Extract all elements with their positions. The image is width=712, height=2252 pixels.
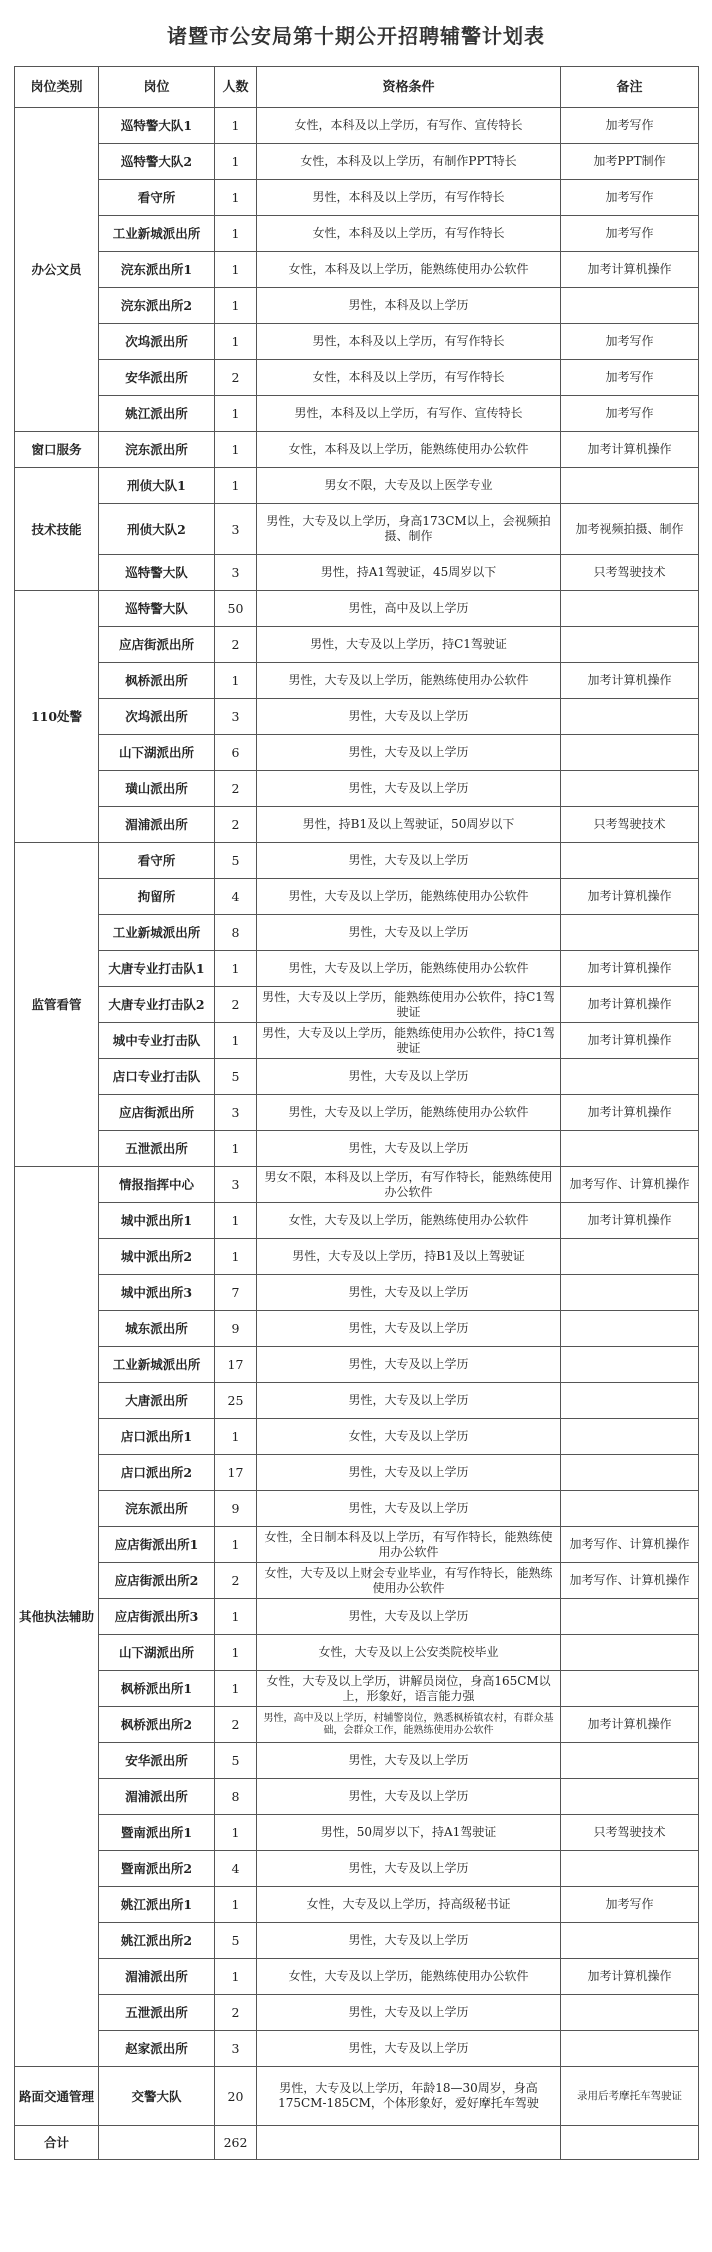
notes-cell: 加考写作 <box>561 1887 699 1923</box>
notes-cell: 加考计算机操作 <box>561 663 699 699</box>
notes-cell <box>561 1311 699 1347</box>
notes-cell: 加考计算机操作 <box>561 879 699 915</box>
table-row <box>15 396 699 432</box>
count-cell: 1 <box>215 288 257 324</box>
notes-cell <box>561 1743 699 1779</box>
notes-cell <box>561 1923 699 1959</box>
post-cell: 巡特警大队2 <box>99 144 215 180</box>
notes-cell: 只考驾驶技术 <box>561 555 699 591</box>
count-cell: 5 <box>215 1743 257 1779</box>
post-cell: 次坞派出所 <box>99 699 215 735</box>
notes-cell <box>561 288 699 324</box>
requirements-cell: 男性，大专及以上学历 <box>257 1311 561 1347</box>
requirements-cell: 男性，大专及以上学历，能熟练使用办公软件，持C1驾驶证 <box>257 987 561 1023</box>
header-category: 岗位类别 <box>15 67 99 108</box>
table-row <box>15 1563 699 1599</box>
notes-cell: 加考计算机操作 <box>561 1095 699 1131</box>
requirements-cell: 男性，大专及以上学历 <box>257 1347 561 1383</box>
count-cell: 50 <box>215 591 257 627</box>
count-cell: 3 <box>215 2031 257 2067</box>
requirements-cell: 女性，大专及以上财会专业毕业，有写作特长，能熟练使用办公软件 <box>257 1563 561 1599</box>
count-cell: 1 <box>215 1671 257 1707</box>
requirements-cell: 男性，50周岁以下，持A1驾驶证 <box>257 1815 561 1851</box>
count-cell: 1 <box>215 1887 257 1923</box>
count-cell: 2 <box>215 1995 257 2031</box>
notes-cell <box>561 1779 699 1815</box>
requirements-cell: 男性，大专及以上学历，持B1及以上驾驶证 <box>257 1239 561 1275</box>
count-cell: 1 <box>215 1527 257 1563</box>
post-cell: 五泄派出所 <box>99 1131 215 1167</box>
requirements-cell: 女性，全日制本科及以上学历，有写作特长，能熟练使用办公软件 <box>257 1527 561 1563</box>
table-row <box>15 1023 699 1059</box>
notes-cell: 加考视频拍摄、制作 <box>561 504 699 555</box>
count-cell: 3 <box>215 699 257 735</box>
notes-cell: 只考驾驶技术 <box>561 1815 699 1851</box>
count-cell: 1 <box>215 468 257 504</box>
requirements-cell: 男性，大专及以上学历 <box>257 1455 561 1491</box>
post-cell: 枫桥派出所 <box>99 663 215 699</box>
header-requirements: 资格条件 <box>257 67 561 108</box>
notes-cell: 加考计算机操作 <box>561 432 699 468</box>
table-row <box>15 1239 699 1275</box>
table-row <box>15 1599 699 1635</box>
count-cell: 9 <box>215 1311 257 1347</box>
notes-cell <box>561 1419 699 1455</box>
requirements-cell: 男性，持B1及以上驾驶证，50周岁以下 <box>257 807 561 843</box>
post-cell: 城中派出所2 <box>99 1239 215 1275</box>
requirements-cell: 男女不限，大专及以上医学专业 <box>257 468 561 504</box>
count-cell: 3 <box>215 1095 257 1131</box>
count-cell: 1 <box>215 1419 257 1455</box>
count-cell: 1 <box>215 1815 257 1851</box>
total-row <box>15 2126 699 2160</box>
post-cell: 巡特警大队 <box>99 591 215 627</box>
post-cell: 情报指挥中心 <box>99 1167 215 1203</box>
table-row <box>15 1851 699 1887</box>
notes-cell <box>561 468 699 504</box>
post-cell: 姚江派出所 <box>99 396 215 432</box>
post-cell: 工业新城派出所 <box>99 915 215 951</box>
requirements-cell: 女性，本科及以上学历，能熟练使用办公软件 <box>257 432 561 468</box>
total-count: 262 <box>215 2126 257 2160</box>
table-row <box>15 1347 699 1383</box>
post-cell: 山下湖派出所 <box>99 735 215 771</box>
category-cell: 办公文员 <box>15 108 99 432</box>
requirements-cell: 男性，大专及以上学历 <box>257 1491 561 1527</box>
table-row <box>15 915 699 951</box>
count-cell: 1 <box>215 324 257 360</box>
notes-cell: 加考计算机操作 <box>561 987 699 1023</box>
notes-cell <box>561 1059 699 1095</box>
notes-cell: 加考写作、计算机操作 <box>561 1527 699 1563</box>
count-cell: 1 <box>215 396 257 432</box>
count-cell: 17 <box>215 1455 257 1491</box>
table-row <box>15 216 699 252</box>
table-row <box>15 1059 699 1095</box>
header-notes: 备注 <box>561 67 699 108</box>
post-cell: 大唐专业打击队1 <box>99 951 215 987</box>
notes-cell: 加考写作 <box>561 216 699 252</box>
count-cell: 1 <box>215 1023 257 1059</box>
post-cell: 浣东派出所2 <box>99 288 215 324</box>
post-cell: 应店街派出所1 <box>99 1527 215 1563</box>
table-row <box>15 1743 699 1779</box>
table-row <box>15 627 699 663</box>
notes-cell: 加考PPT制作 <box>561 144 699 180</box>
requirements-cell: 男性，大专及以上学历，年龄18—30周岁，身高175CM-185CM，个体形象好，爱好摩托车驾驶 <box>257 2067 561 2126</box>
requirements-cell: 男性，大专及以上学历 <box>257 1851 561 1887</box>
count-cell: 1 <box>215 108 257 144</box>
post-cell: 浣东派出所 <box>99 432 215 468</box>
page-title: 诸暨市公安局第十期公开招聘辅警计划表 <box>167 24 545 48</box>
category-cell: 技术技能 <box>15 468 99 591</box>
count-cell: 1 <box>215 1959 257 1995</box>
category-cell: 路面交通管理 <box>15 2067 99 2126</box>
notes-cell <box>561 771 699 807</box>
notes-cell: 加考写作 <box>561 396 699 432</box>
post-cell: 安华派出所 <box>99 1743 215 1779</box>
table-row <box>15 699 699 735</box>
count-cell: 7 <box>215 1275 257 1311</box>
requirements-cell: 男性，大专及以上学历，持C1驾驶证 <box>257 627 561 663</box>
table-row <box>15 360 699 396</box>
notes-cell: 加考计算机操作 <box>561 951 699 987</box>
count-cell: 2 <box>215 807 257 843</box>
table-row <box>15 144 699 180</box>
post-cell: 次坞派出所 <box>99 324 215 360</box>
total-label: 合计 <box>15 2126 99 2160</box>
requirements-cell: 男性，大专及以上学历 <box>257 1995 561 2031</box>
notes-cell: 只考驾驶技术 <box>561 807 699 843</box>
count-cell: 1 <box>215 432 257 468</box>
notes-cell <box>561 1347 699 1383</box>
header-post: 岗位 <box>99 67 215 108</box>
table-row <box>15 843 699 879</box>
requirements-cell: 男性，持A1驾驶证，45周岁以下 <box>257 555 561 591</box>
requirements-cell: 男性，大专及以上学历 <box>257 771 561 807</box>
category-cell: 监管看管 <box>15 843 99 1167</box>
post-cell: 湄浦派出所 <box>99 1779 215 1815</box>
post-cell: 山下湖派出所 <box>99 1635 215 1671</box>
post-cell: 巡特警大队1 <box>99 108 215 144</box>
notes-cell: 加考写作、计算机操作 <box>561 1563 699 1599</box>
post-cell: 巡特警大队 <box>99 555 215 591</box>
notes-cell: 加考写作 <box>561 108 699 144</box>
total-empty-note <box>561 2126 699 2160</box>
table-row <box>15 1527 699 1563</box>
post-cell: 大唐派出所 <box>99 1383 215 1419</box>
notes-cell <box>561 627 699 663</box>
requirements-cell: 女性，本科及以上学历，有制作PPT特长 <box>257 144 561 180</box>
post-cell: 湄浦派出所 <box>99 807 215 843</box>
table-row <box>15 987 699 1023</box>
post-cell: 刑侦大队2 <box>99 504 215 555</box>
post-cell: 暨南派出所1 <box>99 1815 215 1851</box>
requirements-cell: 男性，本科及以上学历 <box>257 288 561 324</box>
post-cell: 看守所 <box>99 180 215 216</box>
post-cell: 城中专业打击队 <box>99 1023 215 1059</box>
count-cell: 2 <box>215 771 257 807</box>
requirements-cell: 男性，大专及以上学历 <box>257 1383 561 1419</box>
notes-cell <box>561 735 699 771</box>
table-row <box>15 1419 699 1455</box>
notes-cell <box>561 1635 699 1671</box>
post-cell: 姚江派出所1 <box>99 1887 215 1923</box>
post-cell: 暨南派出所2 <box>99 1851 215 1887</box>
notes-cell <box>561 2031 699 2067</box>
recruitment-table <box>14 66 699 2160</box>
table-row <box>15 180 699 216</box>
notes-cell: 录用后考摩托车驾驶证 <box>561 2067 699 2126</box>
table-row <box>15 591 699 627</box>
count-cell: 1 <box>215 180 257 216</box>
post-cell: 枫桥派出所1 <box>99 1671 215 1707</box>
table-row <box>15 1167 699 1203</box>
post-cell: 姚江派出所2 <box>99 1923 215 1959</box>
notes-cell: 加考计算机操作 <box>561 1959 699 1995</box>
notes-cell: 加考写作 <box>561 324 699 360</box>
requirements-cell: 男性，大专及以上学历，身高173CM以上，会视频拍摄、制作 <box>257 504 561 555</box>
post-cell: 店口派出所2 <box>99 1455 215 1491</box>
count-cell: 4 <box>215 1851 257 1887</box>
table-row <box>15 468 699 504</box>
table-row <box>15 1311 699 1347</box>
post-cell: 赵家派出所 <box>99 2031 215 2067</box>
table-row <box>15 1131 699 1167</box>
table-row <box>15 1671 699 1707</box>
requirements-cell: 男性，大专及以上学历，能熟练使用办公软件 <box>257 951 561 987</box>
notes-cell <box>561 1383 699 1419</box>
table-row <box>15 1707 699 1743</box>
requirements-cell: 男性，高中及以上学历 <box>257 591 561 627</box>
count-cell: 5 <box>215 1059 257 1095</box>
count-cell: 17 <box>215 1347 257 1383</box>
requirements-cell: 男性，大专及以上学历，能熟练使用办公软件 <box>257 879 561 915</box>
notes-cell <box>561 591 699 627</box>
notes-cell: 加考写作 <box>561 360 699 396</box>
table-row <box>15 1383 699 1419</box>
requirements-cell: 女性，大专及以上学历 <box>257 1419 561 1455</box>
table-row <box>15 1455 699 1491</box>
table-row <box>15 663 699 699</box>
total-empty-post <box>99 2126 215 2160</box>
count-cell: 1 <box>215 1635 257 1671</box>
requirements-cell: 女性，大专及以上学历，讲解员岗位，身高165CM以上，形象好，语言能力强 <box>257 1671 561 1707</box>
requirements-cell: 男性，大专及以上学历，能熟练使用办公软件，持C1驾驶证 <box>257 1023 561 1059</box>
post-cell: 城东派出所 <box>99 1311 215 1347</box>
count-cell: 2 <box>215 1707 257 1743</box>
requirements-cell: 女性，本科及以上学历，能熟练使用办公软件 <box>257 252 561 288</box>
count-cell: 8 <box>215 1779 257 1815</box>
table-row <box>15 735 699 771</box>
count-cell: 3 <box>215 504 257 555</box>
requirements-cell: 男性，大专及以上学历 <box>257 1923 561 1959</box>
requirements-cell: 男性，大专及以上学历 <box>257 1599 561 1635</box>
requirements-cell: 男性，大专及以上学历 <box>257 915 561 951</box>
table-row <box>15 1887 699 1923</box>
notes-cell <box>561 1851 699 1887</box>
post-cell: 刑侦大队1 <box>99 468 215 504</box>
post-cell: 枫桥派出所2 <box>99 1707 215 1743</box>
count-cell: 1 <box>215 1131 257 1167</box>
notes-cell <box>561 915 699 951</box>
post-cell: 店口专业打击队 <box>99 1059 215 1095</box>
requirements-cell: 男性，本科及以上学历，有写作、宣传特长 <box>257 396 561 432</box>
count-cell: 1 <box>215 1203 257 1239</box>
post-cell: 浣东派出所 <box>99 1491 215 1527</box>
post-cell: 浣东派出所1 <box>99 252 215 288</box>
notes-cell <box>561 843 699 879</box>
notes-cell: 加考计算机操作 <box>561 1707 699 1743</box>
requirements-cell: 男性，大专及以上学历 <box>257 699 561 735</box>
table-header-row <box>15 67 699 108</box>
post-cell: 城中派出所3 <box>99 1275 215 1311</box>
notes-cell <box>561 1995 699 2031</box>
table-row <box>15 771 699 807</box>
table-row <box>15 432 699 468</box>
requirements-cell: 男性，大专及以上学历，能熟练使用办公软件 <box>257 663 561 699</box>
notes-cell <box>561 1275 699 1311</box>
notes-cell <box>561 1131 699 1167</box>
table-row <box>15 252 699 288</box>
post-cell: 工业新城派出所 <box>99 1347 215 1383</box>
count-cell: 5 <box>215 843 257 879</box>
table-row <box>15 1635 699 1671</box>
count-cell: 9 <box>215 1491 257 1527</box>
requirements-cell: 女性，大专及以上学历，能熟练使用办公软件 <box>257 1959 561 1995</box>
total-empty-req <box>257 2126 561 2160</box>
table-row <box>15 2031 699 2067</box>
count-cell: 2 <box>215 627 257 663</box>
count-cell: 3 <box>215 1167 257 1203</box>
count-cell: 1 <box>215 144 257 180</box>
table-row <box>15 1095 699 1131</box>
table-row <box>15 1923 699 1959</box>
post-cell: 应店街派出所 <box>99 627 215 663</box>
table-row <box>15 1779 699 1815</box>
requirements-cell: 男性，大专及以上学历 <box>257 2031 561 2067</box>
post-cell: 交警大队 <box>99 2067 215 2126</box>
notes-cell: 加考写作、计算机操作 <box>561 1167 699 1203</box>
count-cell: 2 <box>215 1563 257 1599</box>
count-cell: 1 <box>215 1239 257 1275</box>
requirements-cell: 女性，本科及以上学历，有写作、宣传特长 <box>257 108 561 144</box>
requirements-cell: 男女不限，本科及以上学历，有写作特长，能熟练使用办公软件 <box>257 1167 561 1203</box>
table-row <box>15 807 699 843</box>
header-count: 人数 <box>215 67 257 108</box>
requirements-cell: 男性，高中及以上学历，村辅警岗位，熟悉枫桥镇农村，有群众基础，会群众工作，能熟练使用办公软件 <box>257 1707 561 1743</box>
notes-cell: 加考写作 <box>561 180 699 216</box>
category-cell: 窗口服务 <box>15 432 99 468</box>
requirements-cell: 女性，本科及以上学历，有写作特长 <box>257 216 561 252</box>
requirements-cell: 男性，大专及以上学历 <box>257 1779 561 1815</box>
post-cell: 应店街派出所3 <box>99 1599 215 1635</box>
table-row <box>15 324 699 360</box>
requirements-cell: 女性，大专及以上学历，持高级秘书证 <box>257 1887 561 1923</box>
requirements-cell: 男性，本科及以上学历，有写作特长 <box>257 324 561 360</box>
table-row <box>15 2067 699 2126</box>
post-cell: 湄浦派出所 <box>99 1959 215 1995</box>
requirements-cell: 男性，本科及以上学历，有写作特长 <box>257 180 561 216</box>
notes-cell: 加考计算机操作 <box>561 1203 699 1239</box>
post-cell: 安华派出所 <box>99 360 215 396</box>
count-cell: 20 <box>215 2067 257 2126</box>
count-cell: 1 <box>215 663 257 699</box>
table-row <box>15 1491 699 1527</box>
requirements-cell: 男性，大专及以上学历 <box>257 1743 561 1779</box>
post-cell: 拘留所 <box>99 879 215 915</box>
post-cell: 大唐专业打击队2 <box>99 987 215 1023</box>
post-cell: 璜山派出所 <box>99 771 215 807</box>
post-cell: 应店街派出所 <box>99 1095 215 1131</box>
requirements-cell: 男性，大专及以上学历 <box>257 735 561 771</box>
notes-cell <box>561 1455 699 1491</box>
table-row <box>15 1275 699 1311</box>
notes-cell <box>561 1239 699 1275</box>
notes-cell <box>561 1671 699 1707</box>
table-row <box>15 1815 699 1851</box>
count-cell: 1 <box>215 1599 257 1635</box>
post-cell: 工业新城派出所 <box>99 216 215 252</box>
requirements-cell: 男性，大专及以上学历 <box>257 1275 561 1311</box>
count-cell: 4 <box>215 879 257 915</box>
count-cell: 2 <box>215 987 257 1023</box>
requirements-cell: 男性，大专及以上学历 <box>257 843 561 879</box>
count-cell: 3 <box>215 555 257 591</box>
post-cell: 应店街派出所2 <box>99 1563 215 1599</box>
count-cell: 5 <box>215 1923 257 1959</box>
category-cell: 其他执法辅助 <box>15 1167 99 2067</box>
requirements-cell: 男性，大专及以上学历，能熟练使用办公软件 <box>257 1095 561 1131</box>
table-row <box>15 1203 699 1239</box>
post-cell: 店口派出所1 <box>99 1419 215 1455</box>
notes-cell <box>561 699 699 735</box>
count-cell: 6 <box>215 735 257 771</box>
notes-cell <box>561 1491 699 1527</box>
table-body <box>15 108 699 2126</box>
requirements-cell: 女性，大专及以上公安类院校毕业 <box>257 1635 561 1671</box>
table-row <box>15 555 699 591</box>
requirements-cell: 女性，本科及以上学历，有写作特长 <box>257 360 561 396</box>
requirements-cell: 女性，大专及以上学历，能熟练使用办公软件 <box>257 1203 561 1239</box>
count-cell: 25 <box>215 1383 257 1419</box>
count-cell: 2 <box>215 360 257 396</box>
count-cell: 8 <box>215 915 257 951</box>
post-cell: 城中派出所1 <box>99 1203 215 1239</box>
category-cell: 110处警 <box>15 591 99 843</box>
table-row <box>15 288 699 324</box>
table-row <box>15 504 699 555</box>
notes-cell <box>561 1599 699 1635</box>
post-cell: 看守所 <box>99 843 215 879</box>
count-cell: 1 <box>215 951 257 987</box>
table-row <box>15 1959 699 1995</box>
table-row <box>15 108 699 144</box>
requirements-cell: 男性，大专及以上学历 <box>257 1059 561 1095</box>
requirements-cell: 男性，大专及以上学历 <box>257 1131 561 1167</box>
count-cell: 1 <box>215 252 257 288</box>
post-cell: 五泄派出所 <box>99 1995 215 2031</box>
notes-cell: 加考计算机操作 <box>561 1023 699 1059</box>
table-row <box>15 1995 699 2031</box>
table-row <box>15 951 699 987</box>
table-row <box>15 879 699 915</box>
count-cell: 1 <box>215 216 257 252</box>
notes-cell: 加考计算机操作 <box>561 252 699 288</box>
